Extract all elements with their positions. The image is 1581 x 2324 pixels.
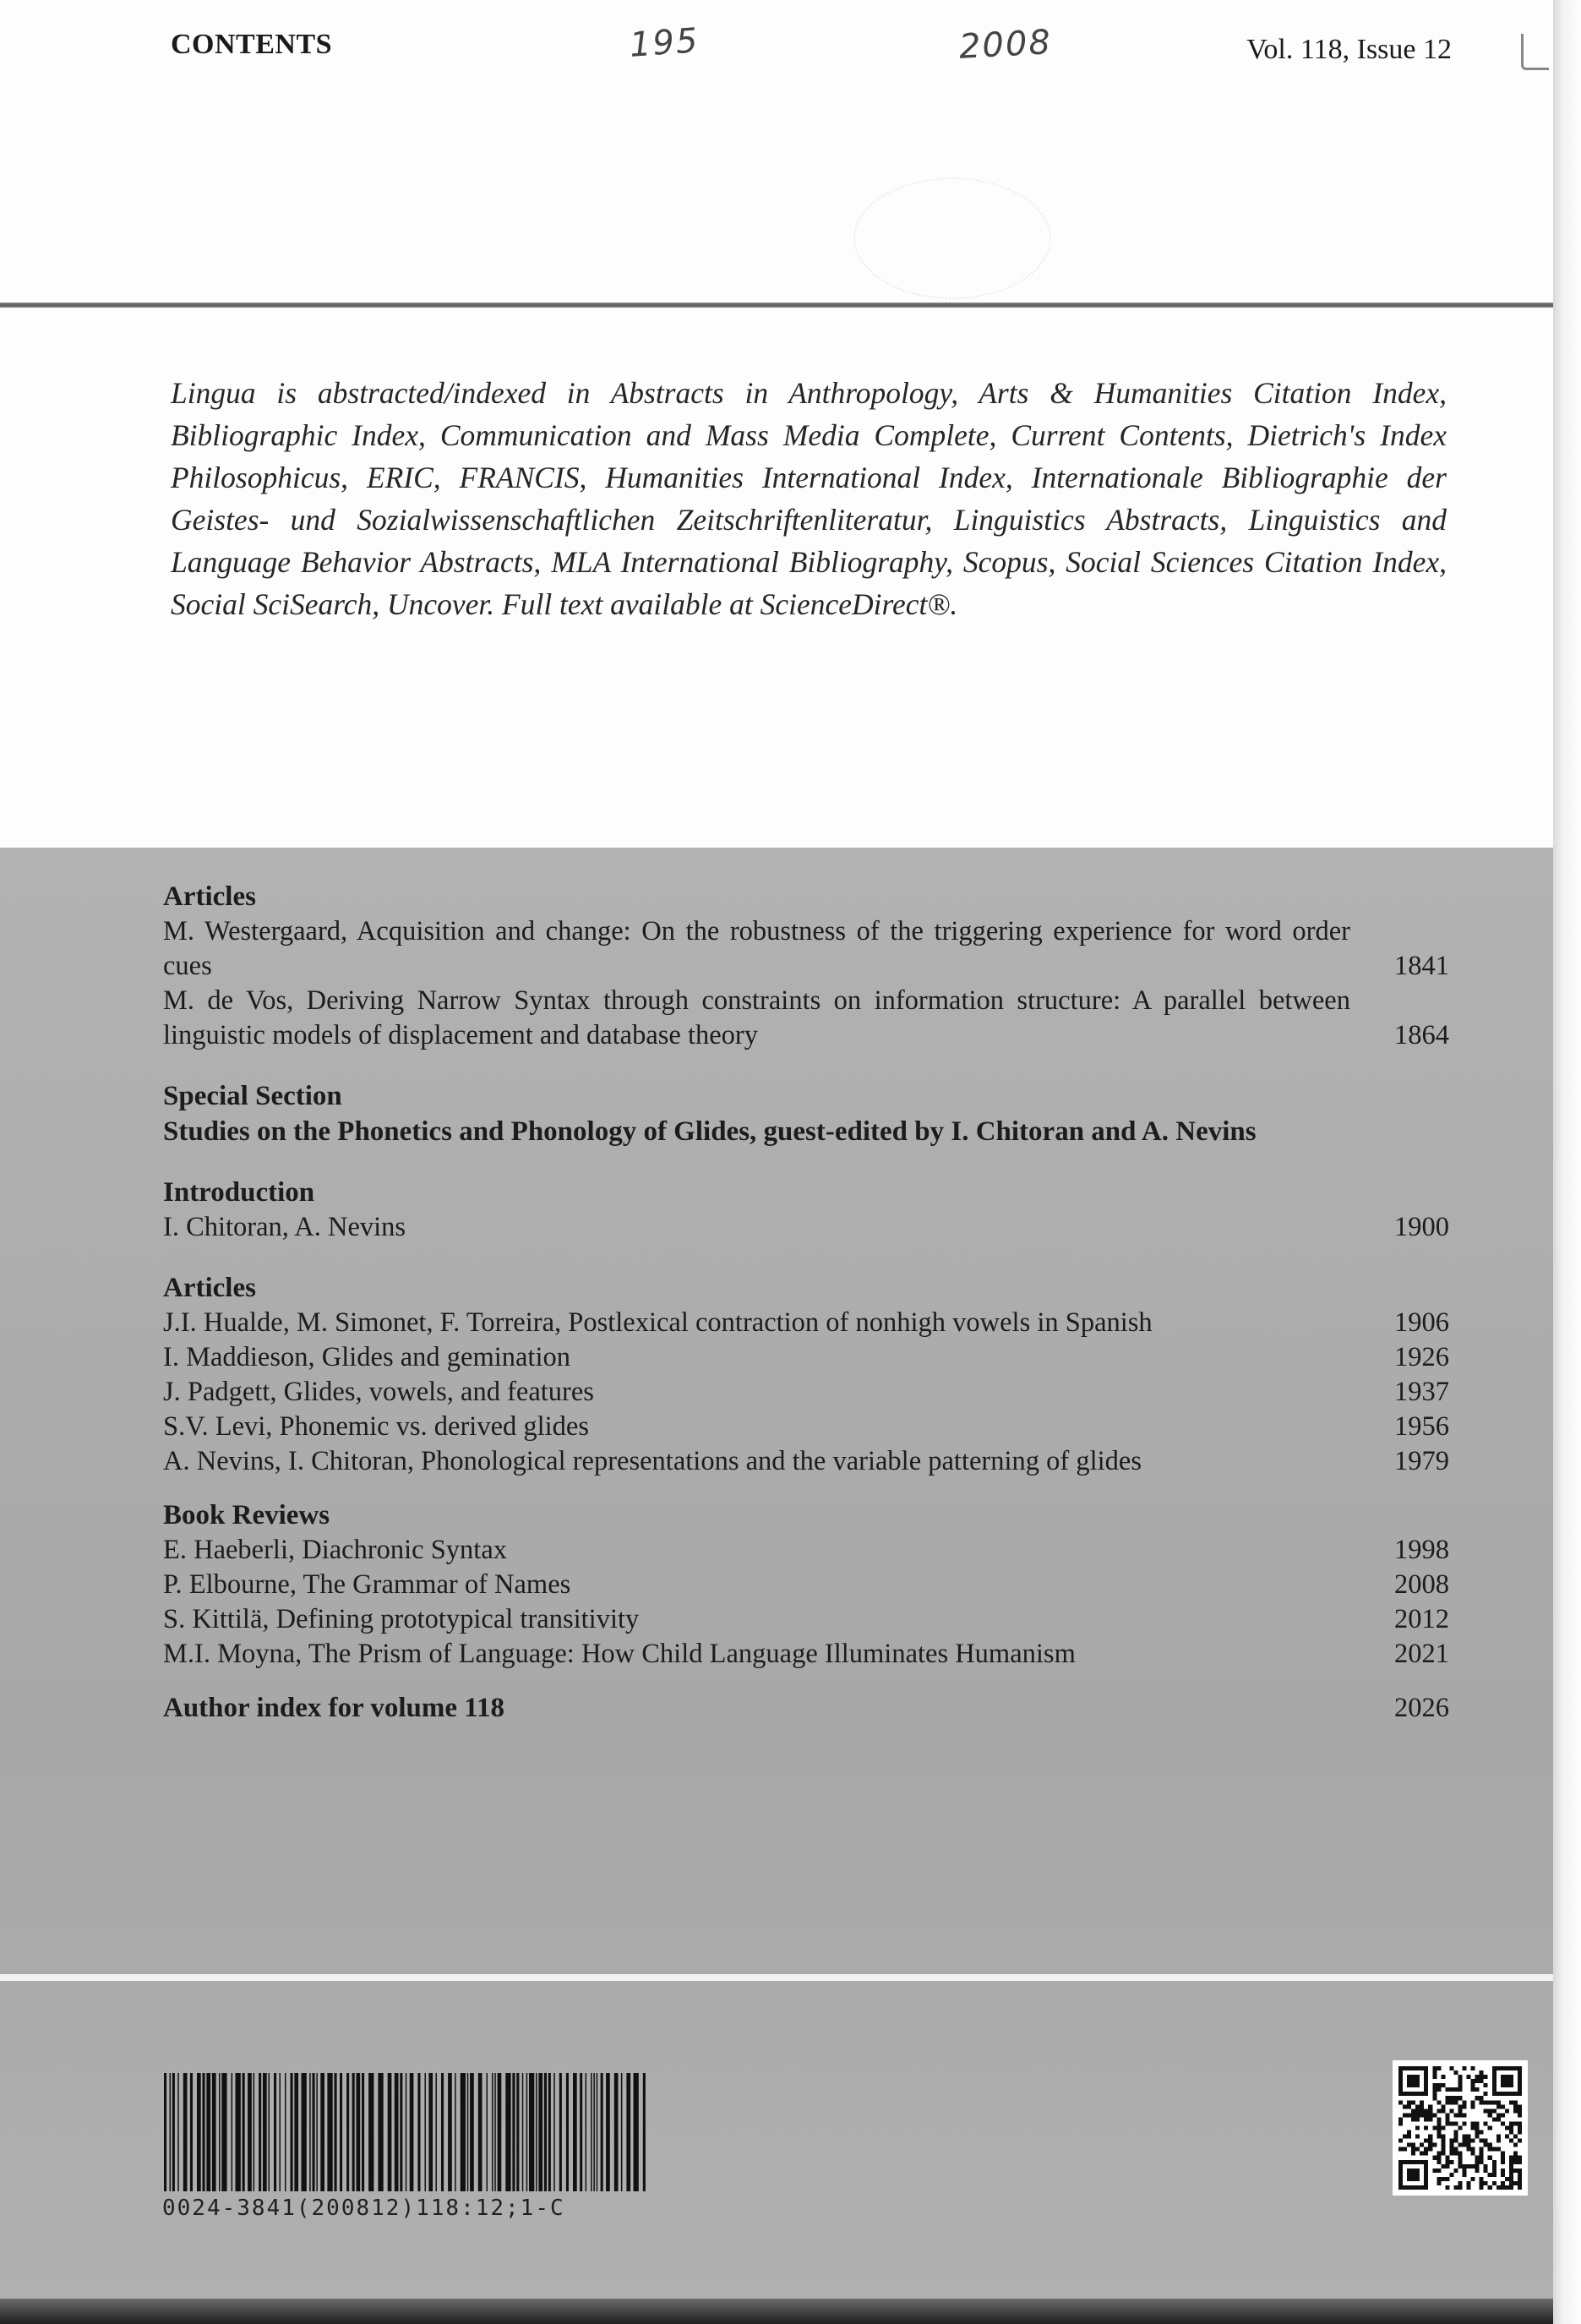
horizontal-rule xyxy=(0,303,1553,308)
author-index-label: Author index for volume 118 xyxy=(163,1693,504,1723)
book-review-entry xyxy=(163,1533,1449,1568)
entry-title: J. Padgett, Glides, vowels, and features xyxy=(163,1377,594,1407)
special-article-entry xyxy=(163,1340,1449,1375)
entry-title: M. de Vos, Deriving Narrow Syntax through constraints on information structure: A parallel between linguistic models of displacement and database theory xyxy=(163,985,1350,1050)
edge-mark xyxy=(1521,34,1549,70)
contents-header: CONTENTS xyxy=(171,29,333,60)
barcode-number: 0024-3841(200812)118:12;1-C xyxy=(162,2196,565,2221)
entry-title: J.I. Hualde, M. Simonet, F. Torreira, Postlexical contraction of nonhigh vowels in Spanish xyxy=(163,1307,1153,1338)
entry-title: I. Chitoran, A. Nevins xyxy=(163,1212,406,1242)
section-heading-special-section: Special Section xyxy=(163,1081,342,1111)
entry-title: M.I. Moyna, The Prism of Language: How Child Language Illuminates Humanism xyxy=(163,1639,1076,1669)
article-entry xyxy=(163,914,1449,984)
table-of-contents xyxy=(163,879,1449,1726)
articles-list xyxy=(163,914,1449,1053)
introduction-list xyxy=(163,1210,1449,1245)
barcode-image xyxy=(162,2073,652,2191)
entry-page-number: 1998 xyxy=(1394,1535,1449,1565)
article-entry xyxy=(163,984,1449,1053)
entry-title: M. Westergaard, Acquisition and change: On the robustness of the triggering experience for word order cues xyxy=(163,916,1350,981)
special-article-entry xyxy=(163,1444,1449,1479)
introduction-entry xyxy=(163,1210,1449,1245)
entry-title: P. Elbourne, The Grammar of Names xyxy=(163,1569,571,1600)
entry-page-number: 2021 xyxy=(1394,1639,1449,1669)
entry-page-number: 1937 xyxy=(1394,1377,1449,1407)
volume-issue-label: Vol. 118, Issue 12 xyxy=(1246,34,1452,65)
scan-bottom-edge xyxy=(0,2299,1553,2324)
entry-title: I. Maddieson, Glides and gemination xyxy=(163,1342,570,1372)
section-heading-introduction: Introduction xyxy=(163,1177,315,1208)
entry-page-number: 1864 xyxy=(1394,1020,1449,1050)
entry-title: S.V. Levi, Phonemic vs. derived glides xyxy=(163,1411,590,1442)
entry-page-number: 1841 xyxy=(1394,951,1449,981)
qr-code-image xyxy=(1393,2060,1528,2196)
special-section-title: Studies on the Phonetics and Phonology of Glides, guest-edited by I. Chitoran and A. Nevins xyxy=(163,1116,1257,1147)
entry-page-number: 1956 xyxy=(1394,1411,1449,1442)
horizontal-rule-light xyxy=(0,1974,1553,1981)
book-reviews-list xyxy=(163,1533,1449,1672)
entry-page-number: 1906 xyxy=(1394,1307,1449,1338)
book-review-entry xyxy=(163,1568,1449,1602)
entry-page-number: 2012 xyxy=(1394,1604,1449,1634)
section-heading-special-articles: Articles xyxy=(163,1273,256,1303)
special-article-entry xyxy=(163,1410,1449,1444)
entry-page-number: 1979 xyxy=(1394,1446,1449,1476)
handwritten-year: 2008 xyxy=(957,23,1053,67)
entry-title: E. Haeberli, Diachronic Syntax xyxy=(163,1535,508,1565)
entry-page-number: 2008 xyxy=(1394,1569,1449,1600)
faint-stamp-mark xyxy=(853,177,1051,299)
special-article-entry xyxy=(163,1375,1449,1410)
entry-page-number: 1926 xyxy=(1394,1342,1449,1372)
indexing-notice: Lingua is abstracted/indexed in Abstracts in Anthropology, Arts & Humanities Citation Index, Bibliographic Index, Communication and Mass Media Complete, Current Contents, Dietrich's Index Philosophicus, ERIC, FRANCIS, Humanities International Index, Internationale Bibliographie der Geistes- und Sozialwissenschaftlichen Zeitschriftenliteratur, Linguistics Abstracts, Linguistics and Language Behavior Abstracts, MLA International Bibliography, Scopus, Social Sciences Citation Index, Social SciSearch, Uncover. Full text available at ScienceDirect®. xyxy=(171,376,1447,621)
book-review-entry xyxy=(163,1602,1449,1637)
handwritten-note: 195 xyxy=(628,21,701,65)
entry-title: S. Kittilä, Defining prototypical transitivity xyxy=(163,1604,640,1634)
entry-page-number: 1900 xyxy=(1394,1212,1449,1242)
entry-title: A. Nevins, I. Chitoran, Phonological representations and the variable patterning of glides xyxy=(163,1446,1142,1476)
author-index-page: 2026 xyxy=(1394,1693,1449,1723)
author-index-entry xyxy=(163,1690,1449,1726)
book-review-entry xyxy=(163,1637,1449,1672)
special-article-entry xyxy=(163,1306,1449,1340)
scan-page-edge xyxy=(1553,0,1581,2324)
section-heading-book-reviews: Book Reviews xyxy=(163,1500,330,1530)
special-articles-list xyxy=(163,1306,1449,1479)
section-heading-articles: Articles xyxy=(163,881,256,912)
